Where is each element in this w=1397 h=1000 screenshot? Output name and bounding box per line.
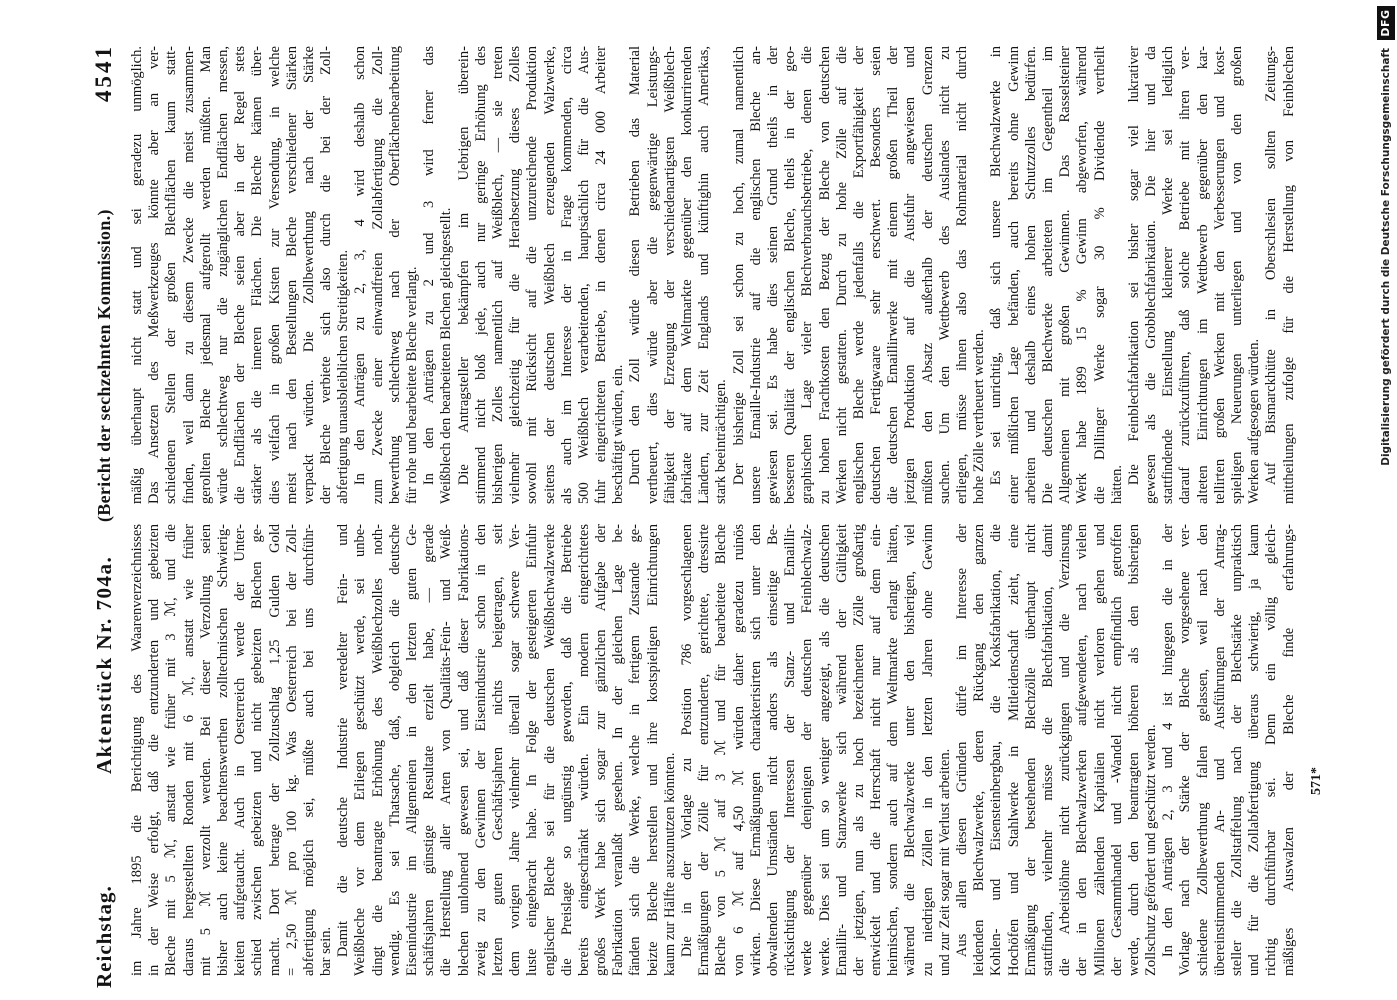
- text-line: Vorlage nach der Stärke der Bleche vorgesehene ver-: [1177, 524, 1194, 976]
- signature-mark: 571*: [1309, 767, 1324, 795]
- text-line: tellirten großen Werken mit den Verbesserungen und kost-: [1211, 46, 1228, 504]
- text-line: gewesen als die Grobblechfabrikation. Die hier und da: [1143, 46, 1160, 504]
- text-line: abfertigung möglich sei, müßte auch bei uns durchführ-: [300, 524, 317, 976]
- text-line: Millionen zählenden Kapitalien nicht verloren gehen und: [1091, 524, 1108, 976]
- text-line: verpackt würden. Die Zollbewerthung nach der Stärke: [300, 46, 317, 504]
- text-line: bereits eingeschränkt würden. Ein modern eingerichtetes: [575, 524, 592, 976]
- text-line: abfertigung unausbleiblichen Streitigkeiten.: [335, 249, 352, 504]
- text-line: graphischen Lage vieler Blechverbrauchsbetriebe, denen die: [799, 46, 816, 504]
- text-line: seitens der deutschen Weißblech erzeugenden Walzwerke,: [541, 46, 558, 504]
- text-line: als auch im Interesse der in Frage kommenden, circa: [558, 46, 575, 504]
- text-line: werke gegenüber denjenigen der deutschen Feinblechwalz-: [799, 524, 816, 976]
- text-line: arbeiten und deshalb eines hohen Schutzzolles bedürfen.: [1022, 46, 1039, 504]
- text-line: In den Anträgen 2, 3 und 4 ist hingegen die in der: [1160, 524, 1177, 958]
- text-line: die Arbeitslöhne nicht zurückgingen und die Verzinsung: [1057, 524, 1074, 976]
- text-line: müßten den Absatz außerhalb der deutschen Grenzen: [919, 46, 936, 504]
- dfg-logo: DFG: [1377, 6, 1395, 40]
- header-document-number: Aktenstück Nr. 704a.: [92, 555, 116, 774]
- text-line: Werken nicht gestatten. Durch zu hohe Zölle auf die: [833, 46, 850, 504]
- text-line: mäßig überhaupt nicht statt und sei geradezu unmöglich.: [129, 46, 145, 504]
- text-line: heimischen, sondern auch auf dem Weltmarkte erlangt hätten,: [885, 524, 902, 976]
- text-line: Das Ansetzen des Meßwerkzeuges könnte aber an ver-: [146, 46, 163, 504]
- text-line: Die in der Vorlage zu Position 786 vorgeschlagenen: [679, 524, 695, 958]
- text-line: In den Anträgen zu 2, 3, 4 wird deshalb schon: [352, 46, 369, 486]
- text-line: Aus allen diesen Gründen dürfe im Interesse der: [954, 524, 970, 958]
- text-line: in der Weise erfolgt, daß die entzunderten und gebeizten: [146, 524, 163, 976]
- text-line: Fabrikation veranlaßt gesehen. In der gleichen Lage be-: [610, 524, 627, 976]
- text-line: sowohl mit Rücksicht auf die unzureichende Produktion: [524, 46, 541, 504]
- page-number: 4541: [91, 44, 116, 102]
- text-line: Allgemeinen mit großen Gewinnen. Das Rasselsteiner: [1057, 46, 1074, 504]
- dfg-watermark-text: Digitalisierung gefördert durch die Deutsche Forschungsgemeinschaft: [1380, 48, 1392, 466]
- text-line: finden, weil dann zu diesem Zwecke die meist zusammen-: [180, 46, 197, 504]
- text-line: mit 5 ℳ verzollt werden. Bei dieser Verzollung seien: [197, 524, 214, 976]
- text-line: letzten guten Geschäftsjahren nichts beigetragen, seit: [489, 524, 506, 976]
- text-line: richtig durchführbar sei. Denn ein völlig gleich-: [1263, 524, 1280, 976]
- text-line: zum Zwecke einer einwandfreien Zollabfertigung die Zoll-: [369, 46, 386, 504]
- text-line: zweig zu den Gewinnen der Eisenindustrie schon in den: [472, 524, 489, 976]
- text-line: Durch den Zoll würde diesen Betrieben das Material: [627, 46, 644, 486]
- text-line: schied zwischen gebeizten und nicht gebeizten Blechen ge-: [249, 524, 266, 976]
- text-line: stattfinden, vielmehr müsse die Blechfabrikation, damit: [1039, 524, 1056, 976]
- text-line: entwickelt und die Herrschaft nicht nur auf dem ein-: [868, 524, 885, 976]
- text-line: suchen. Um den Wettbewerb des Auslandes nicht zu: [936, 46, 953, 504]
- text-line: während die Blechwalzwerke unter den bisherigen, viel: [902, 524, 919, 976]
- text-line: gerollten Bleche jedesmal aufgerollt werden müßten. Man: [197, 46, 214, 504]
- text-line: hätten.: [1108, 464, 1125, 504]
- text-line: stärker als die inneren Flächen. Die Bleche kämen über-: [249, 46, 266, 504]
- text-line: rücksichtigung der Interessen der Stanz- und Emaillir-: [782, 524, 799, 976]
- text-line: vertheuert, dies würde aber die gegenwärtige Leistungs-: [644, 46, 661, 504]
- text-line: 500 Weißblech verarbeitenden, hauptsächlich für die Aus-: [575, 46, 592, 504]
- text-line: kaum zur Hälfte auszunutzen könnten.: [661, 752, 678, 976]
- text-line: Eisenindustrie im Allgemeinen in den letzten guten Ge-: [404, 524, 420, 976]
- text-line: mäßiges Auswalzen der Bleche finde erfahrungs-: [1280, 524, 1297, 976]
- text-line: und für die Zollabfertigung überaus schwierig, ja kaum: [1246, 524, 1263, 976]
- text-line: die deutschen Emaillirwerke mit einem großen Theil der: [885, 46, 902, 504]
- text-line: deutschen Fertigwaare sehr erschwert. Besonders seien: [868, 46, 885, 504]
- text-line: bisherigen Zolles namentlich auf Weißblech, — sie treten: [489, 46, 506, 504]
- text-line: Die Feinblechfabrikation sei bisher sogar viel lukrativer: [1125, 46, 1142, 486]
- text-line: fähigkeit der Erzeugung der verschiedenartigsten Weißblech-: [661, 46, 678, 504]
- text-line: Damit die deutsche Industrie veredelter Fein- und: [335, 524, 352, 958]
- header-chamber: Reichstag.: [92, 885, 116, 988]
- text-line: Bleche mit 5 ℳ, anstatt wie früher mit 3 ℳ, und die: [163, 524, 180, 976]
- text-line: beizte Bleche herstellen und ihre kostspieligen Einrichtungen: [644, 524, 661, 976]
- text-line: mittheilungen zufolge für die Herstellung von Feinblechen: [1280, 46, 1297, 504]
- text-line: Zollschutz gefördert und geschützt werden.: [1143, 724, 1160, 976]
- text-line: darauf zurückzuführen, daß solche Betriebe mit ihren ver-: [1177, 46, 1194, 504]
- text-line: macht. Dort betrage der Zollzuschlag 1,25 Gulden Gold: [266, 524, 283, 976]
- text-line: werke. Dies sei um so weniger angezeigt, als die deutschen: [816, 524, 833, 976]
- text-column-left: [129, 524, 1298, 976]
- text-line: fuhr eingerichteten Betriebe, in denen circa 24 000 Arbeiter: [593, 46, 610, 504]
- text-line: Hochöfen und Stahlwerke in Mitleidenschaft zieht, eine: [1005, 524, 1022, 976]
- text-line: englischer Bleche sei für die deutschen Weißblechwalzwerke: [541, 524, 558, 976]
- text-line: Bleche von 5 ℳ auf 3 ℳ und für bearbeitete Bleche: [713, 524, 730, 976]
- text-line: Werken aufgesogen würden.: [1246, 338, 1263, 504]
- text-line: = 2,50 ℳ pro 100 kg. Was Oesterreich bei der Zoll-: [283, 524, 300, 976]
- text-line: besseren Qualität der englischen Bleche, theils in der geo-: [782, 46, 799, 504]
- text-line: dingt die beantragte Erhöhung des Weißblechzolles noth-: [369, 524, 386, 976]
- text-line: Weißbleche vor dem Erliegen geschützt werde, sei unbe-: [352, 524, 369, 976]
- text-line: bar sein.: [318, 926, 335, 976]
- text-line: großes Werk habe sich sogar zur gänzlichen Aufgabe der: [593, 524, 610, 976]
- text-line: vielmehr gleichzeitig für die Herabsetzung dieses Zolles: [507, 46, 524, 504]
- text-line: von 6 ℳ auf 4,50 ℳ würden daher geradezu ruinös: [730, 524, 747, 976]
- text-line: Kohlen- und Eisensteinbergbau, die Koksfabrikation, die: [988, 524, 1005, 976]
- text-line: Es sei unrichtig, daß sich unsere Blechwalzwerke in: [988, 46, 1005, 486]
- text-line: werde, durch den beantragten höheren als den bisherigen: [1125, 524, 1142, 976]
- text-line: hohe Zölle vertheuert werden.: [971, 329, 988, 504]
- text-line: die Dillinger Werke sogar 30 % Dividende vertheilt: [1091, 46, 1108, 504]
- text-line: schiedene Zollbewerthung fallen gelassen, weil nach den: [1194, 524, 1211, 976]
- text-line: fabrikate auf dem Weltmarkte gegenüber den konkurrirenden: [679, 46, 695, 504]
- text-line: zu niedrigen Zöllen in den letzten Jahren ohne Gewinn: [919, 524, 936, 976]
- text-line: dies vielfach in großen Kisten zur Versendung, in welche: [266, 46, 283, 504]
- text-line: In den Anträgen zu 2 und 3 wird ferner das: [421, 46, 438, 486]
- text-line: wirken. Diese Ermäßigungen charakterisirten sich unter den: [747, 524, 764, 976]
- text-line: zu hohen Frachtkosten den Bezug der Bleche von deutschen: [816, 46, 833, 504]
- text-line: schäftsjahren günstige Resultate erzielt habe, — gerade: [421, 524, 438, 976]
- text-line: Emaillir- und Stanzwerke sich während der Gültigkeit: [833, 524, 850, 976]
- text-line: der jetzigen, nun als zu hoch bezeichneten Zölle großartig: [850, 524, 867, 976]
- header-report-title: (Bericht der sechzehnten Kommission.): [94, 209, 114, 522]
- text-line: daraus hergestellten Ronden mit 6 ℳ, anstatt wie früher: [180, 524, 197, 976]
- text-line: und zur Zeit sogar mit Verlust arbeiten.: [936, 748, 953, 976]
- text-line: einer mißlichen Lage befänden, auch bereits ohne Gewinn: [1005, 46, 1022, 504]
- text-line: steller die Zollstaffelung nach der Blechstärke unpraktisch: [1229, 524, 1245, 976]
- text-line: übereinstimmenden An- und Ausführungen der Antrag-: [1211, 524, 1228, 976]
- text-line: würde schlechtweg nur die zugänglichen Endflächen messen,: [214, 46, 231, 504]
- text-line: stark beeinträchtigen.: [713, 379, 730, 504]
- text-line: obwaltenden Umständen nicht anders als einseitige Be-: [764, 524, 781, 976]
- text-line: fänden sich die Werke, welche in fertigem Zustande ge-: [627, 524, 644, 976]
- text-line: stattfindende Einstellung kleinerer Werke sei lediglich: [1160, 46, 1177, 504]
- text-line: bisher auch keine beachtenswerthen zolltechnischen Schwierig-: [214, 524, 231, 976]
- text-line: meist nach den Bestellungen Bleche verschiedener Stärken: [283, 46, 300, 504]
- text-line: Auf Bismarckhütte in Oberschlesien sollten Zeitungs-: [1263, 46, 1280, 486]
- text-line: die Preislage so ungünstig geworden, daß die Betriebe: [558, 524, 575, 976]
- text-line: spieligen Neuerungen unterliegen und von den großen: [1229, 46, 1245, 504]
- text-line: gewiesen sei. Es habe dies seinen Grund theils in der: [764, 46, 781, 504]
- text-line: beschäftigt würden, ein.: [610, 364, 627, 504]
- text-line: englischen Bleche werde jedenfalls die Exportfähigkeit der: [850, 46, 867, 504]
- text-line: für rohe und bearbeitete Bleche verlangt.: [404, 266, 420, 504]
- text-line: schiedenen Stellen der großen Blechflächen kaum statt-: [163, 46, 180, 504]
- text-line: Werk habe 1899 15 % Gewinn abgeworfen, während: [1074, 46, 1091, 504]
- text-line: keiten aufgetaucht. Auch in Oesterreich werde der Unter-: [232, 524, 249, 976]
- text-line: die Herstellung aller Arten von Qualitäts-Fein- und Weiß-: [438, 524, 455, 976]
- text-line: leidenden Blechwalzwerke, deren Rückgang den ganzen: [971, 524, 988, 976]
- text-line: stimmend nicht bloß jede, auch nur geringe Erhöhung des: [472, 46, 489, 504]
- text-line: Ländern, zur Zeit Englands und künftighin auch Amerikas,: [696, 46, 713, 504]
- text-line: jetzigen Produktion auf die Ausfuhr angewiesen und: [902, 46, 919, 504]
- text-line: im Jahre 1895 die Berichtigung des Waarenverzeichnisses: [129, 524, 145, 976]
- text-line: der Gesammthandel und -Wandel nicht empfindlich getroffen: [1108, 524, 1125, 976]
- text-column-right: [129, 46, 1298, 504]
- text-line: der in den Blechwalzwerken aufgewendeten, nach vielen: [1074, 524, 1091, 976]
- text-line: Ermäßigung der bestehenden Blechzölle überhaupt nicht: [1022, 524, 1039, 976]
- text-line: erliegen, müsse ihnen also das Rohmaterial nicht durch: [954, 46, 970, 504]
- text-line: Weißblech den bearbeiteten Blechen gleichgestellt.: [438, 207, 455, 504]
- text-line: Ermäßigungen der Zölle für entzunderte, gerichtete, dressirte: [696, 524, 713, 976]
- text-line: Die deutschen Blechwerke arbeiteten im Gegentheil im: [1039, 46, 1056, 504]
- text-line: die Endflächen der Bleche seien aber in der Regel stets: [232, 46, 249, 504]
- text-line: luste eingebracht habe. In Folge der gesteigerten Einfuhr: [524, 524, 541, 976]
- text-line: alteten Einrichtungen im Wettbewerb gegenüber den kar-: [1194, 46, 1211, 504]
- text-line: unsere Emaille-Industrie auf die englischen Bleche an-: [747, 46, 764, 504]
- text-line: dem vorigen Jahre vielmehr überall sogar schwere Ver-: [507, 524, 524, 976]
- text-line: wendig. Es sei Thatsache, daß, obgleich die deutsche: [386, 524, 403, 976]
- text-line: Die Antragsteller bekämpfen im Uebrigen überein-: [455, 46, 472, 486]
- text-line: blechen unlohnend gewesen sei, und daß dieser Fabrikations-: [455, 524, 472, 976]
- text-line: Der bisherige Zoll sei schon zu hoch, zumal namentlich: [730, 46, 747, 486]
- text-line: bewerthung schlechtweg nach der Oberflächenbearbeitung: [386, 46, 403, 504]
- text-line: der Bleche verbiete sich also durch die bei der Zoll-: [318, 46, 335, 504]
